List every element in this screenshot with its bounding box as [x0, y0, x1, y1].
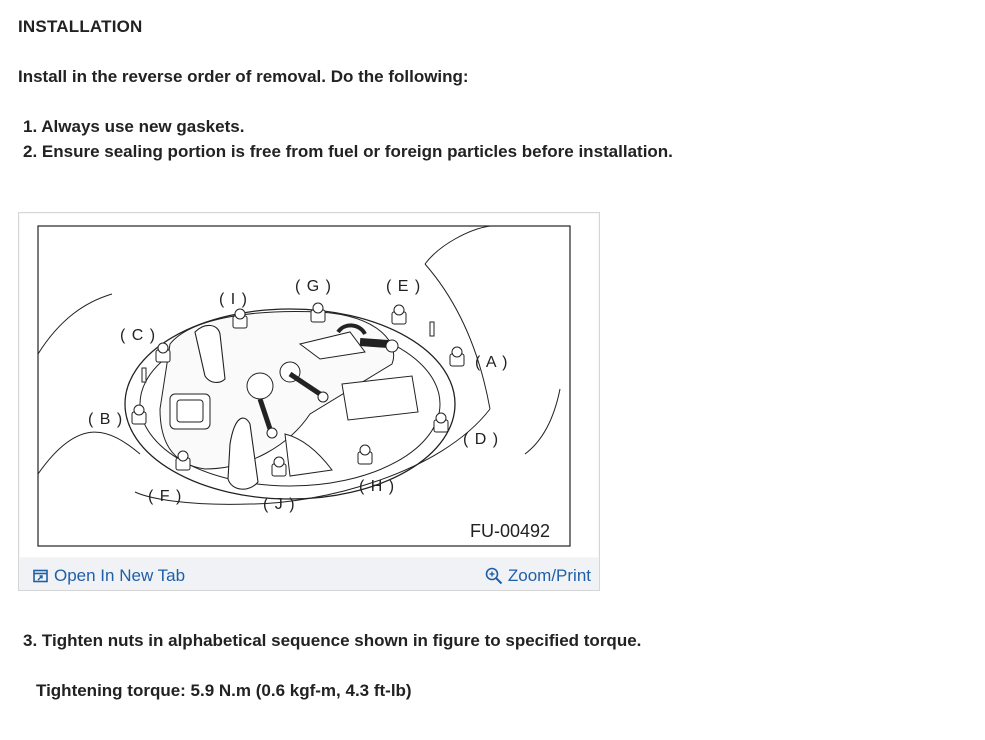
callout-i: ( I ) — [219, 291, 248, 308]
open-in-new-tab-label: Open In New Tab — [54, 566, 186, 585]
tightening-torque: Tightening torque: 5.9 N.m (0.6 kgf-m, 4.3 ft-lb) — [36, 681, 412, 700]
figure-image[interactable] — [20, 214, 598, 557]
step-1: 1. Always use new gaskets. — [23, 117, 245, 136]
intro-text: Install in the reverse order of removal. Do the following: — [18, 67, 469, 86]
figure-panel — [18, 212, 600, 591]
callout-b: ( B ) — [88, 411, 124, 428]
zoom-print-label: Zoom/Print — [507, 566, 591, 585]
zoom-in-icon — [485, 567, 503, 585]
callout-a: ( A ) — [475, 354, 509, 371]
fuel-pump-diagram — [20, 214, 598, 557]
steps-list — [23, 117, 673, 167]
callout-j: ( J ) — [263, 496, 296, 513]
figure-toolbar — [19, 558, 599, 590]
section-heading: INSTALLATION — [18, 17, 143, 36]
figure-code: FU-00492 — [470, 521, 551, 541]
callout-g: ( G ) — [295, 278, 332, 295]
step-2: 2. Ensure sealing portion is free from fuel or foreign particles before installation. — [23, 142, 673, 161]
open-in-new-tab-link[interactable] — [33, 566, 185, 586]
callout-h: ( H ) — [359, 478, 396, 495]
zoom-print-link[interactable] — [485, 566, 591, 586]
open-in-new-tab-icon — [33, 569, 49, 583]
callout-f: ( F ) — [148, 488, 183, 505]
step-3: 3. Tighten nuts in alphabetical sequence shown in figure to specified torque. — [23, 631, 642, 650]
callout-d: ( D ) — [463, 431, 500, 448]
callout-c: ( C ) — [120, 327, 157, 344]
callout-e: ( E ) — [386, 278, 422, 295]
